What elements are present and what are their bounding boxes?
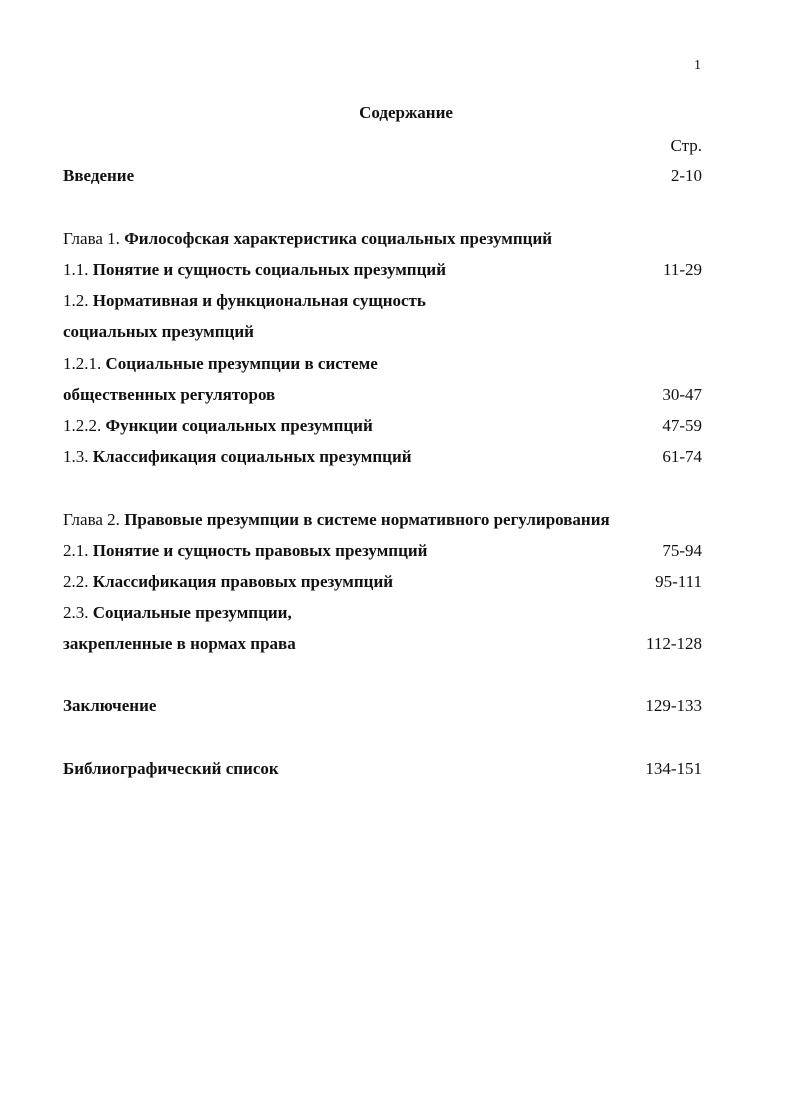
toc-entry-1-2-2 <box>63 414 702 438</box>
entry-title: закрепленные в нормах права <box>63 634 296 653</box>
toc-entry-2-2 <box>63 570 702 594</box>
entry-pages: 134-151 <box>645 759 702 778</box>
entry-number: 1.2. <box>63 291 93 310</box>
entry-pages: 112-128 <box>645 634 702 653</box>
entry-pages: 129-133 <box>645 696 702 715</box>
toc-entry-2-3-cont <box>63 632 702 656</box>
entry-number: 2.3. <box>63 603 93 622</box>
entry-number: Глава 1. <box>63 229 125 248</box>
entry-number: 2.2. <box>63 572 93 591</box>
entry-title: Философская характеристика социальных презумпций <box>124 229 553 248</box>
entry-title: Нормативная и функциональная сущность <box>92 291 426 310</box>
entry-pages: 11-29 <box>662 260 702 279</box>
toc-entry-chapter-2 <box>63 508 702 532</box>
entry-title: Библиографический список <box>63 759 279 778</box>
toc-entry-conclusion <box>63 694 702 718</box>
toc-entry-1-3 <box>63 445 702 469</box>
toc-entry-chapter-1 <box>63 227 702 251</box>
entry-title: Социальные презумпции, <box>92 603 292 622</box>
toc-entry-1-2-cont <box>63 320 702 344</box>
toc-entry-2-1 <box>63 539 702 563</box>
toc-entry-1-2 <box>63 289 702 313</box>
toc-entry-1-2-1 <box>63 352 702 376</box>
entry-pages: 61-74 <box>662 447 702 466</box>
entry-pages: 47-59 <box>662 416 702 435</box>
entry-title: социальных презумпций <box>63 322 254 341</box>
toc-title: Содержание <box>359 103 453 122</box>
entry-number: 1.2.1. <box>63 354 106 373</box>
pages-column-header: Стр. <box>670 136 702 155</box>
entry-pages: 95-111 <box>655 572 702 591</box>
entry-title: Введение <box>63 166 135 185</box>
entry-title: Классификация правовых презумпций <box>92 572 394 591</box>
toc-entry-1-2-1-cont <box>63 383 702 407</box>
page-number: 1 <box>694 58 701 73</box>
entry-number: Глава 2. <box>63 510 125 529</box>
toc-entry-intro <box>63 164 702 188</box>
entry-title: Понятие и сущность социальных презумпций <box>92 260 446 279</box>
entry-title: Заключение <box>63 696 157 715</box>
entry-title: Понятие и сущность правовых презумпций <box>92 541 428 560</box>
entry-number: 1.2.2. <box>63 416 106 435</box>
entry-title: Функции социальных презумпций <box>105 416 373 435</box>
entry-number: 2.1. <box>63 541 93 560</box>
toc-entry-1-1 <box>63 258 702 282</box>
entry-title: общественных регуляторов <box>63 385 276 404</box>
toc-entry-bibliography <box>63 757 702 781</box>
entry-title: Социальные презумпции в системе <box>105 354 378 373</box>
entry-pages: 30-47 <box>662 385 702 404</box>
entry-title: Классификация социальных презумпций <box>92 447 412 466</box>
entry-pages: 2-10 <box>670 166 702 185</box>
entry-title: Правовые презумпции в системе нормативного регулирования <box>124 510 610 529</box>
toc-entry-2-3 <box>63 601 702 625</box>
entry-number: 1.3. <box>63 447 93 466</box>
entry-pages: 75-94 <box>662 541 702 560</box>
entry-number: 1.1. <box>63 260 93 279</box>
